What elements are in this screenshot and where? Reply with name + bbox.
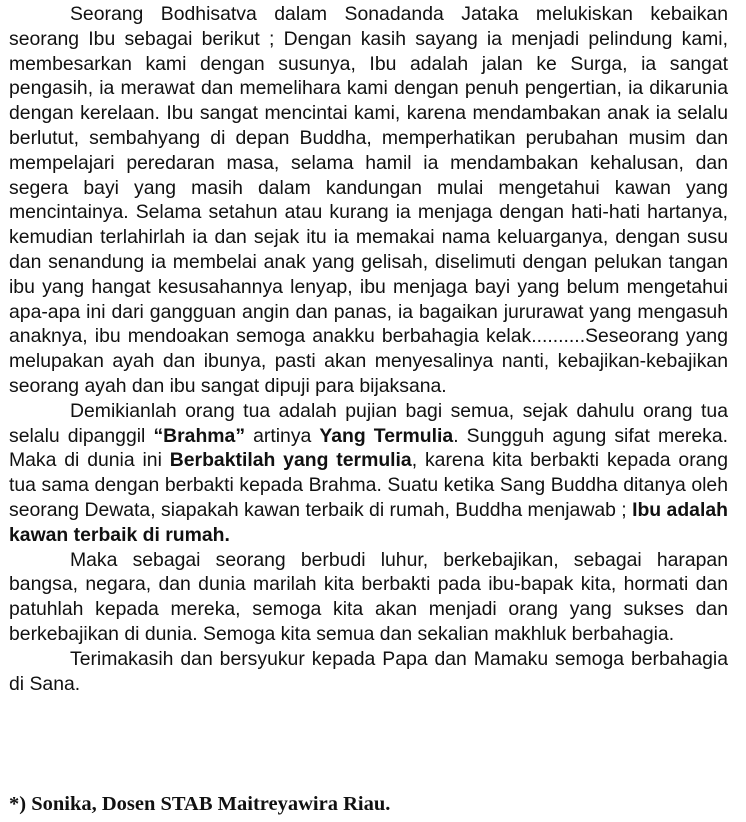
emphasis-yang-termulia: Yang Termulia bbox=[319, 424, 454, 447]
document-body bbox=[9, 2, 728, 696]
paragraph-text: Terimakasih dan bersyukur kepada Papa dan Mamaku semoga berbahagia di Sana. bbox=[9, 647, 728, 695]
emphasis-brahma: “Brahma” bbox=[153, 424, 246, 447]
paragraph-text: Seorang Bodhisatva dalam Sonadanda Jataka melukiskan kebaikan seorang Ibu sebagai berikut ; Dengan kasih sayang ia menjadi pelindung kami, membesarkan kami dengan susunya, Ibu adalah jalan ke Surga, ia sangat pengasih, ia merawat dan memelihara kami dengan penuh pengertian, ia dikarunia dengan kerelaan. Ibu sangat mencintai kami, karena mendambakan anak ia selalu berlutut, sembahyang di depan Buddha, memperhatikan perubahan musim dan mempelajari peredaran masa, selama hamil ia mendambakan kehalusan, dan segera bayi yang masih dalam kandungan mulai mengetahui kawan yang mencintainya. Selama setahun atau kurang ia menjaga dengan hati-hati hartanya, kemudian terlahirlah ia dan sejak itu ia memakai nama keluarganya, dengan susu dan senandung ia membelai anak yang gelisah, diselimuti dengan pelukan tangan ibu yang hangat kesusahannya lenyap, ibu menjaga bayi yang belum mengetahui apa-apa ini dari gangguan angin dan panas, ia bagaikan jururawat yang mengasuh anaknya, ibu mendoakan semoga anakku berbahagia kelak..........Seseorang yang melupakan ayah dan ibunya, pasti akan menyesalinya nanti, kebajikan-kebajikan seorang ayah dan ibu sangat dipuji para bijaksana. bbox=[9, 3, 728, 397]
paragraph-text: artinya bbox=[245, 424, 320, 447]
paragraph-text: , karena kita berbakti kepada orang tua sama dengan berbakti kepada Brahma. Suatu ketika Sang Buddha ditanya oleh seorang Dewata, siapakah kawan terbaik di rumah, Buddha menjawab ; bbox=[9, 449, 729, 521]
paragraph-text: Demikianlah orang tua adalah pujian bagi semua, sejak dahulu orang tua selalu dipanggil bbox=[9, 399, 728, 447]
paragraph-text: . Sungguh agung sifat mereka. Maka di dunia ini bbox=[9, 424, 729, 472]
paragraph-bodhisatva bbox=[9, 2, 728, 399]
paragraph-terimakasih bbox=[9, 647, 728, 697]
author-footnote: *) Sonika, Dosen STAB Maitreyawira Riau. bbox=[9, 793, 391, 815]
paragraph-text: Maka sebagai seorang berbudi luhur, berkebajikan, sebagai harapan bangsa, negara, dan dunia marilah kita berbakti pada ibu-bapak kita, hormati dan patuhlah kepada mereka, semoga kita akan menjadi orang yang sukses dan berkebajikan di dunia. Semoga kita semua dan sekalian makhluk berbahagia. bbox=[9, 548, 728, 645]
emphasis-ibu-kawan-terbaik: Ibu adalah kawan terbaik di rumah. bbox=[9, 498, 728, 546]
paragraph-demikianlah bbox=[9, 399, 728, 548]
emphasis-berbaktilah: Berbaktilah yang termulia bbox=[169, 449, 412, 472]
paragraph-maka-sebagai bbox=[9, 548, 728, 647]
